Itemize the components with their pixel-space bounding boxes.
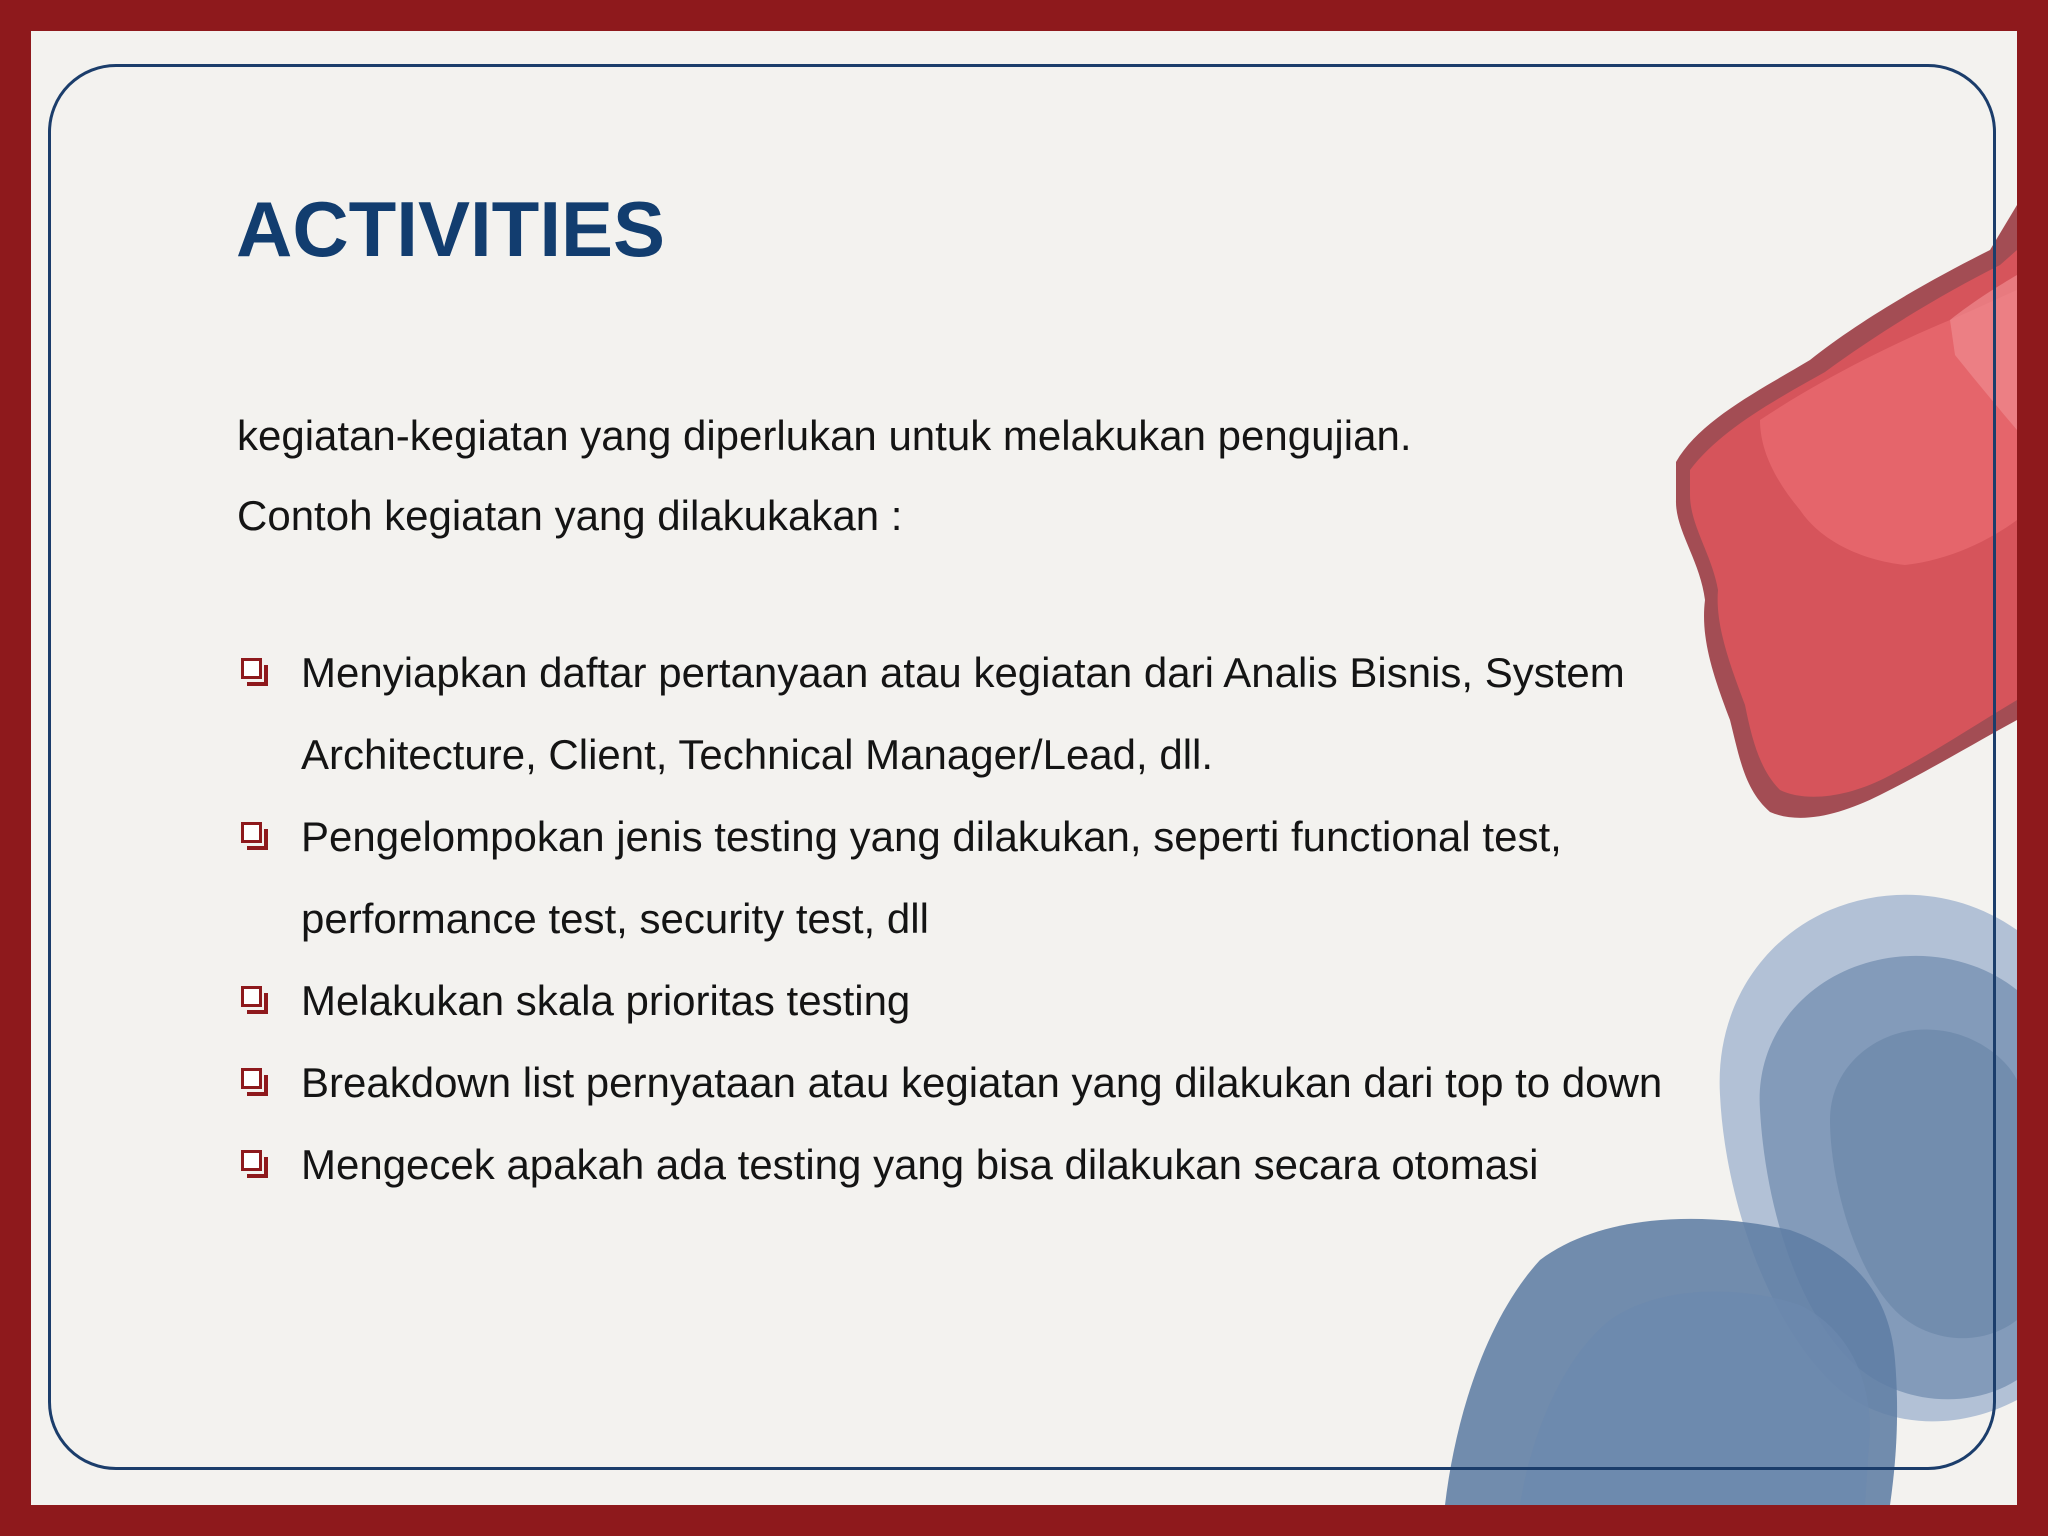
checkbox-bullet-icon bbox=[237, 796, 301, 878]
page-title: ACTIVITIES bbox=[236, 185, 666, 273]
checkbox-bullet-icon bbox=[237, 1124, 301, 1206]
intro-line: kegiatan-kegiatan yang diperlukan untuk melakukan pengujian. bbox=[237, 412, 1412, 459]
list-item-text: Menyiapkan daftar pertanyaan atau kegiatan dari Analis Bisnis, System Architecture, Client, Technical Manager/Lead, dll. bbox=[301, 649, 1625, 778]
list-item bbox=[237, 796, 1757, 960]
intro-line: Contoh kegiatan yang dilakukakan : bbox=[237, 492, 903, 539]
list-item-text: Breakdown list pernyataan atau kegiatan yang dilakukan dari top to down bbox=[301, 1059, 1663, 1106]
checkbox-bullet-icon bbox=[237, 1042, 301, 1124]
list-item-text: Melakukan skala prioritas testing bbox=[301, 977, 911, 1024]
list-item bbox=[237, 1042, 1757, 1124]
activity-list bbox=[237, 632, 1757, 1206]
list-item bbox=[237, 632, 1757, 796]
list-item-text: Pengelompokan jenis testing yang dilakukan, seperti functional test, performance test, security test, dll bbox=[301, 813, 1562, 942]
list-item bbox=[237, 960, 1757, 1042]
intro-text bbox=[237, 396, 1737, 556]
checkbox-bullet-icon bbox=[237, 632, 301, 714]
list-item-text: Mengecek apakah ada testing yang bisa dilakukan secara otomasi bbox=[301, 1141, 1539, 1188]
list-item bbox=[237, 1124, 1757, 1206]
checkbox-bullet-icon bbox=[237, 960, 301, 1042]
